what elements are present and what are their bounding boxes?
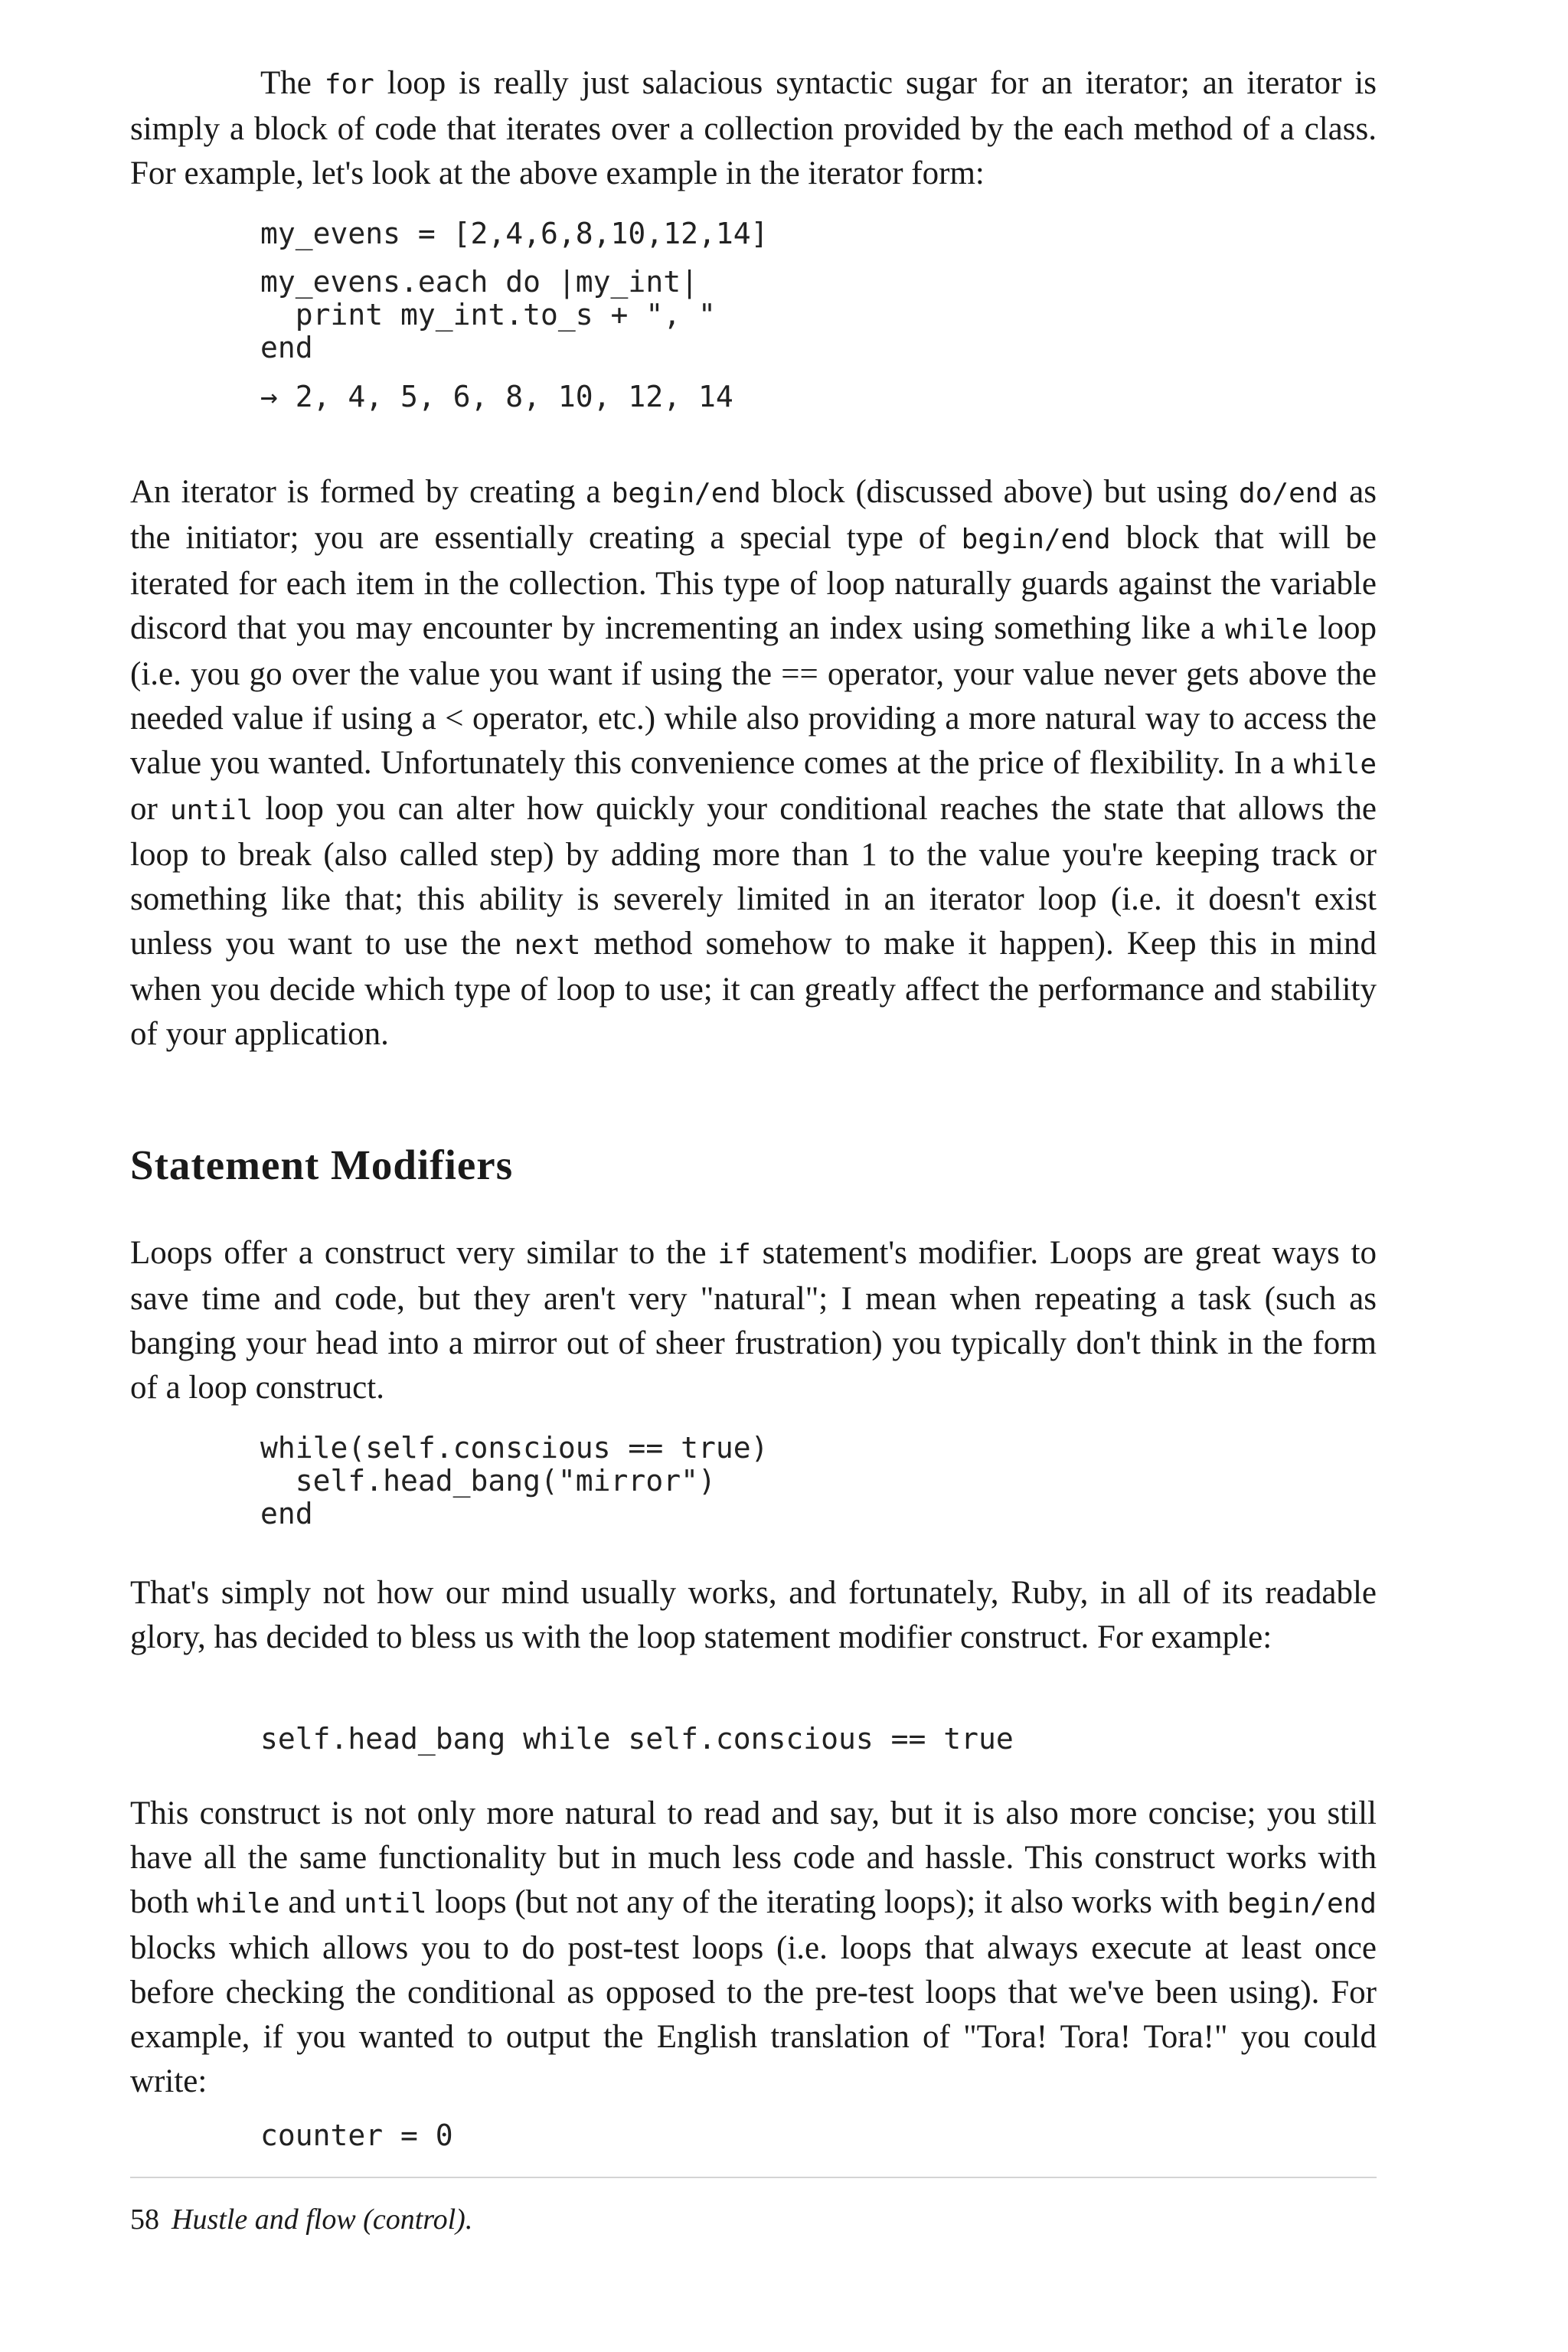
code-line: self.head_bang("mirror") xyxy=(260,1464,716,1498)
inline-code: do/end xyxy=(1239,478,1339,509)
code-line: end xyxy=(260,331,313,364)
paragraph-iterator: An iterator is formed by creating a begin/end block (discussed above) but using do/end as the initiator; you are essentially creating a special type of begin/end block that will be iterated for each item in the collection. This type of loop naturally guards against the variable discord that you may encounter by incrementing an index using something like a while loop (i.e. you go over the value you want if using the == operator, your value never gets above the needed value if using a < operator, etc.) while also providing a more natural way to access the value you wanted. Unfortunately this convenience comes at the price of flexibility. In a while or until loop you can alter how quickly your conditional reaches the state that allows the loop to break (also called step) by adding more than 1 to the value you're keeping track or something like that; this ability is severely limited in an iterator loop (i.e. it doesn't exist unless you want to use the next method somehow to make it happen). Keep this in mind when you decide which type of loop to use; it can greatly affect the performance and stability of your application. xyxy=(130,474,1377,1052)
paragraph-loops-modifier: Loops offer a construct very similar to the if statement's modifier. Loops are great ways to save time and code, but they aren't very "natural"; I mean when repeating a task (such as banging your head into a mirror out of sheer frustration) you typically don't think in the form of a loop construct. xyxy=(130,1235,1377,1406)
code-line: my_evens.each do |my_int| xyxy=(260,265,698,299)
inline-code: for xyxy=(324,69,374,100)
inline-code: while xyxy=(1293,749,1377,780)
code-line: my_evens = [2,4,6,8,10,12,14] xyxy=(260,217,769,250)
code-line: end xyxy=(260,1497,313,1530)
inline-code: next xyxy=(514,929,581,961)
code-output: → 2, 4, 5, 6, 8, 10, 12, 14 xyxy=(260,380,733,413)
inline-code: begin/end xyxy=(961,524,1111,555)
code-block-evens xyxy=(130,217,1377,413)
document-page xyxy=(130,0,1377,2352)
paragraph-mind: That's simply not how our mind usually works, and fortunately, Ruby, in all of its readable glory, has decided to bless us with the loop statement modifier construct. For example: xyxy=(130,1575,1377,1655)
paragraph-for-loop-intro: The for loop is really just salacious syntactic sugar for an iterator; an iterator is simply a block of code that iterates over a collection provided by the each method of a class. For example, let's look at the above example in the iterator form: xyxy=(130,65,1377,191)
inline-code: while xyxy=(197,1888,280,1919)
inline-code: until xyxy=(344,1888,427,1919)
page-number: 58 xyxy=(130,2203,159,2236)
code-line: counter = 0 xyxy=(260,2118,453,2152)
footer-divider xyxy=(130,2177,1377,2178)
inline-code: if xyxy=(717,1239,751,1270)
inline-code: until xyxy=(169,795,253,826)
inline-code: begin/end xyxy=(611,478,761,509)
page-footer xyxy=(130,2201,472,2238)
code-block-while xyxy=(130,1432,1377,1530)
code-line: print my_int.to_s + ", " xyxy=(260,298,716,332)
code-block-modifier xyxy=(130,1723,1377,1756)
inline-code: begin/end xyxy=(1227,1888,1377,1919)
chapter-title: Hustle and flow (control). xyxy=(172,2203,473,2236)
code-line: while(self.conscious == true) xyxy=(260,1431,769,1465)
code-line: self.head_bang while self.conscious == true xyxy=(260,1722,1014,1756)
paragraph-construct: This construct is not only more natural to read and say, but it is also more concise; you still have all the same functionality but in much less code and hassle. This construct works with both while and until loops (but not any of the iterating loops); it also works with begin/end blocks which allows you to do post-test loops (i.e. loops that always execute at least once before checking the conditional as opposed to the pre-test loops that we've been using). For example, if you wanted to output the English translation of "Tora! Tora! Tora!" you could write: xyxy=(130,1795,1377,2099)
code-block-counter xyxy=(130,2119,1377,2152)
section-heading: Statement Modifiers xyxy=(130,1142,514,1188)
inline-code: while xyxy=(1225,614,1308,645)
